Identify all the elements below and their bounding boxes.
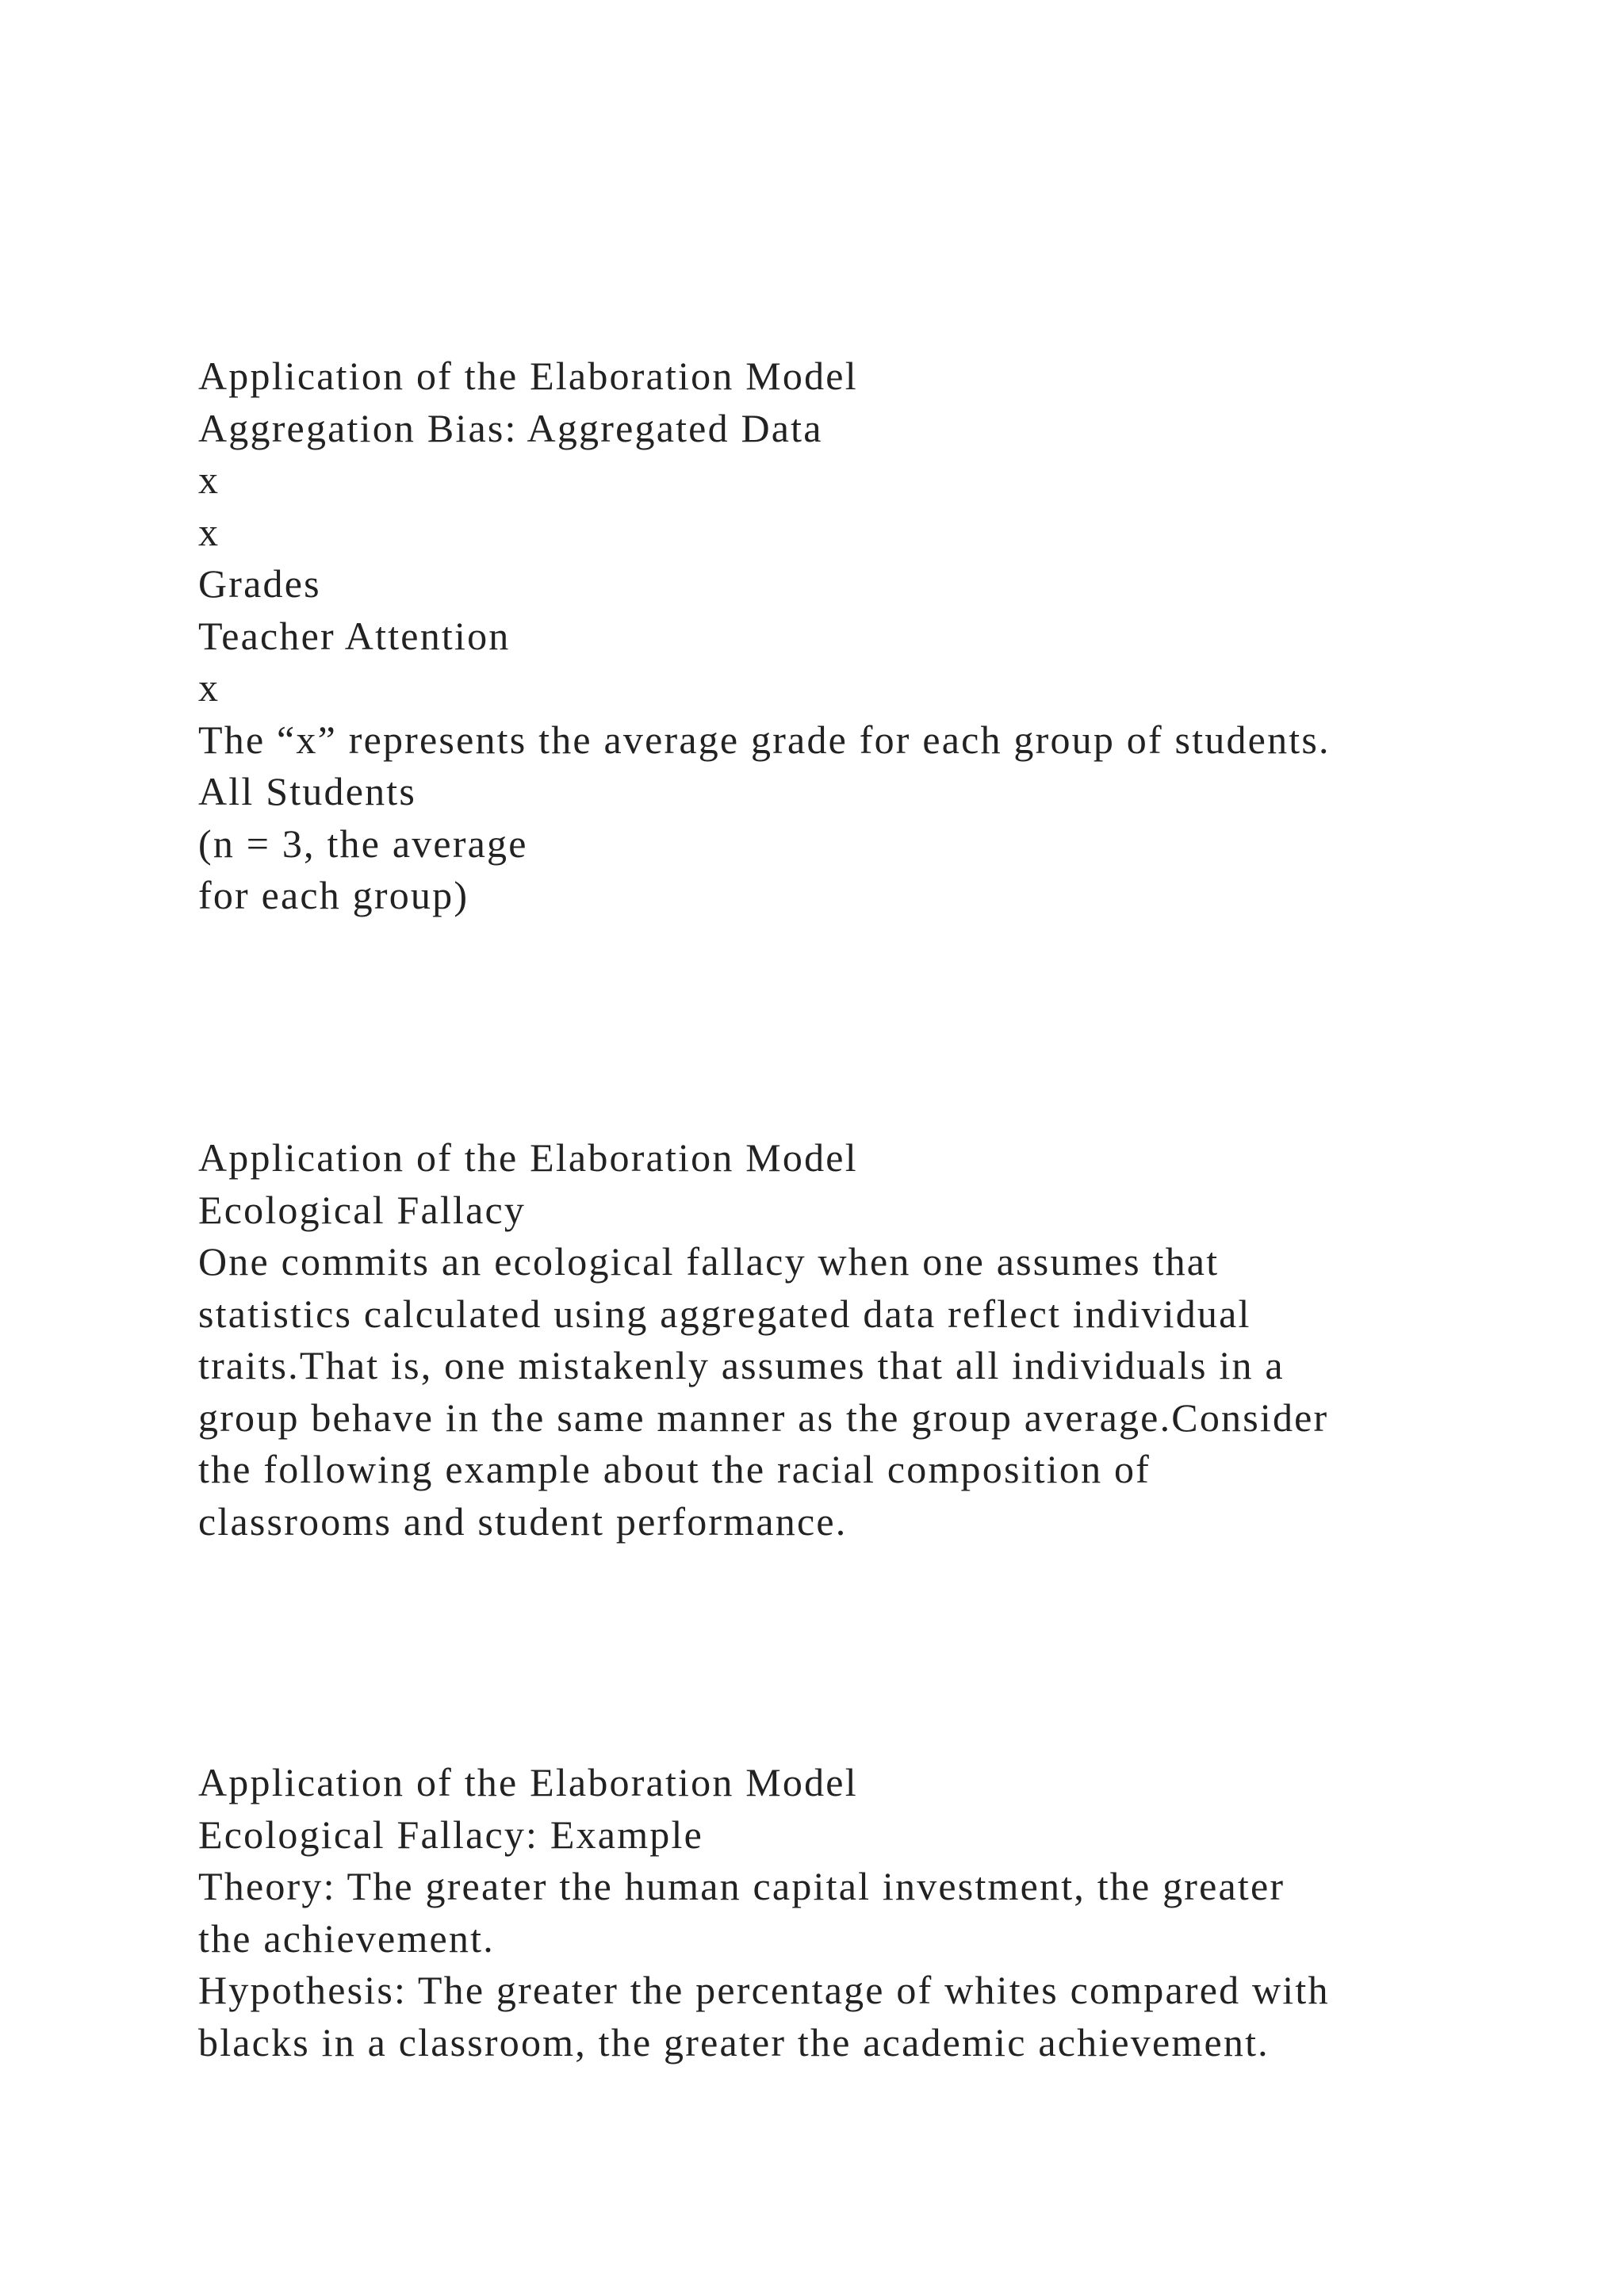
section-ecological-fallacy-example xyxy=(198,1757,1562,2068)
text-line: x xyxy=(198,509,220,554)
text-line: Teacher Attention xyxy=(198,613,511,658)
section-heading: Application of the Elaboration Model xyxy=(198,354,858,398)
text-line: The “x” represents the average grade for each group of students. xyxy=(198,717,1331,762)
section-heading: Application of the Elaboration Model xyxy=(198,1760,858,1804)
paragraph-line: traits.That is, one mistakenly assumes that all individuals in a xyxy=(198,1343,1285,1387)
section-heading: Application of the Elaboration Model xyxy=(198,1135,858,1180)
paragraph-line: group behave in the same manner as the group average.Consider xyxy=(198,1395,1329,1440)
text-line: for each group) xyxy=(198,873,469,917)
text-line: All Students xyxy=(198,769,417,813)
paragraph-line: blacks in a classroom, the greater the academic achievement. xyxy=(198,2019,1270,2064)
paragraph-line: One commits an ecological fallacy when one assumes that xyxy=(198,1239,1220,1284)
section-subheading: Aggregation Bias: Aggregated Data xyxy=(198,405,823,450)
text-line: Grades xyxy=(198,561,321,606)
text-line: x xyxy=(198,665,220,710)
text-line: x xyxy=(198,457,220,502)
paragraph-line: the following example about the racial composition of xyxy=(198,1447,1151,1491)
paragraph-line: statistics calculated using aggregated data reflect individual xyxy=(198,1291,1251,1336)
paragraph-line: the achievement. xyxy=(198,1915,495,1961)
section-subheading: Ecological Fallacy: Example xyxy=(198,1812,703,1857)
paragraph-line: classrooms and student performance. xyxy=(198,1498,848,1544)
section-ecological-fallacy xyxy=(198,1132,1562,1548)
section-aggregation-bias xyxy=(198,350,1562,922)
paragraph-line: Hypothesis: The greater the percentage of whites compared with xyxy=(198,1968,1330,2012)
paragraph-line: Theory: The greater the human capital investment, the greater xyxy=(198,1864,1285,1908)
text-line: (n = 3, the average xyxy=(198,821,528,866)
section-subheading: Ecological Fallacy xyxy=(198,1187,527,1232)
